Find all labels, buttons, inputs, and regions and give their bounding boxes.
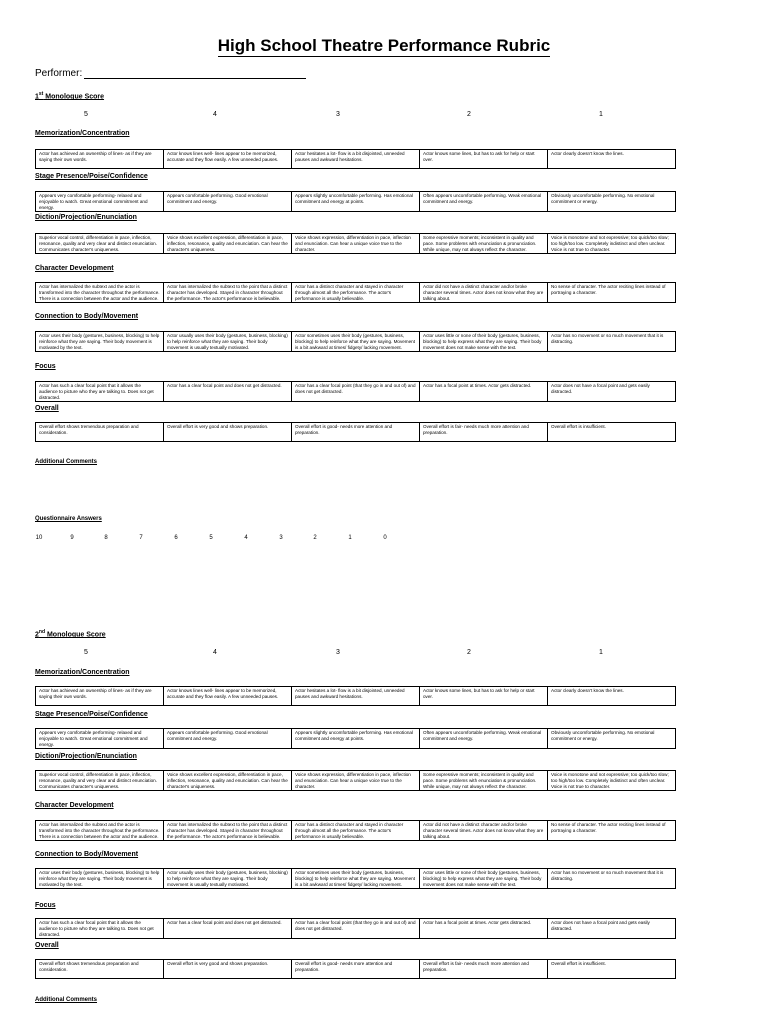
- additional-comments-heading: Additional Comments: [35, 997, 98, 1003]
- rubric-cell[interactable]: Actor has a clear focal point and does not get distracted.: [164, 919, 292, 939]
- rubric-cell[interactable]: Obviously uncomfortable performing. No emotional commitment or energy.: [548, 192, 676, 212]
- score-label: 2: [467, 111, 471, 118]
- rubric-cell[interactable]: Actor did not have a distinct character and/or broke character several times. Actor does not know what they are talking about.: [420, 283, 548, 303]
- criterion-row: [36, 283, 676, 303]
- rubric-cell[interactable]: Voice is monotone and not expressive; too quick/too slow; too high/too low. Completely indistinct and often unclear. Voice is not true to character.: [548, 771, 676, 791]
- criterion-row: [36, 869, 676, 889]
- criterion-row: [36, 234, 676, 254]
- criterion-heading: Stage Presence/Poise/Confidence: [35, 173, 148, 180]
- monologue-score-heading: [35, 91, 104, 100]
- rubric-cell[interactable]: Overall effort shows tremendous preparation and consideration.: [36, 423, 164, 442]
- criterion-heading: Overall: [35, 942, 59, 949]
- rubric-cell[interactable]: Actor clearly doesn't know the lines.: [548, 150, 676, 169]
- score-label: 3: [336, 111, 340, 118]
- score-label: 4: [213, 649, 217, 656]
- rubric-cell[interactable]: Actor knows lines well- lines appear to be memorized, accurate and they flow easily. A few unneeded pauses.: [164, 150, 292, 169]
- criterion-heading: Stage Presence/Poise/Confidence: [35, 711, 148, 718]
- rubric-cell[interactable]: Appears very comfortable performing- relaxed and enjoyable to watch. Great emotional commitment and energy.: [36, 192, 164, 212]
- criterion-heading: Diction/Projection/Enunciation: [35, 753, 137, 760]
- criterion-heading: Overall: [35, 405, 59, 412]
- rubric-cell[interactable]: Overall effort is very good and shows preparation.: [164, 960, 292, 979]
- criterion-table: [35, 728, 676, 749]
- rubric-cell[interactable]: Actor does not have a focal point and gets easily distracted.: [548, 382, 676, 402]
- rubric-cell[interactable]: Overall effort is insufficient.: [548, 960, 676, 979]
- criterion-table: [35, 233, 676, 254]
- criterion-table: [35, 149, 676, 169]
- rubric-cell[interactable]: Actor did not have a distinct character and/or broke character several times. Actor does not know what they are talking about.: [420, 821, 548, 841]
- monologue-ordinal-suffix: nd: [38, 629, 46, 635]
- rubric-cell[interactable]: Appears very comfortable performing- relaxed and enjoyable to watch. Great emotional commitment and energy.: [36, 729, 164, 749]
- rubric-cell[interactable]: Actor knows some lines, but has to ask for help or start over.: [420, 150, 548, 169]
- rubric-cell[interactable]: No sense of character. The actor reciting lines instead of portraying a character.: [548, 283, 676, 303]
- rubric-cell[interactable]: Voice is monotone and not expressive; too quick/too slow; too high/too low. Completely indistinct and often unclear. Voice is not true to character.: [548, 234, 676, 254]
- questionnaire-number[interactable]: 0: [383, 535, 387, 541]
- rubric-cell[interactable]: Actor sometimes uses their body (gestures, business, blocking) to help reinforce what they are saying. Movement is a bit awkward at times/ fidgety/ lacking movement.: [292, 332, 420, 352]
- rubric-cell[interactable]: Voice shows excellent expression, differentiation in pace, inflection, resonance, quality and enunciation. Can hear the character's uniqueness.: [164, 771, 292, 791]
- questionnaire-number[interactable]: 7: [139, 535, 143, 541]
- criterion-table: [35, 868, 676, 889]
- questionnaire-number[interactable]: 4: [244, 535, 248, 541]
- score-label: 1: [599, 111, 603, 118]
- rubric-cell[interactable]: Overall effort is good- needs more attention and preparation.: [292, 423, 420, 442]
- rubric-cell[interactable]: Overall effort is very good and shows preparation.: [164, 423, 292, 442]
- rubric-cell[interactable]: Actor has no movement or so much movement that it is distracting.: [548, 332, 676, 352]
- rubric-cell[interactable]: Actor uses little or none of their body (gestures, business, blocking) to help express what they are saying. Their body movement does not make sense with the text.: [420, 332, 548, 352]
- questionnaire-number[interactable]: 3: [279, 535, 283, 541]
- rubric-cell[interactable]: Actor has a focal point at times. Actor gets distracted.: [420, 919, 548, 939]
- questionnaire-scale: [0, 535, 768, 545]
- criterion-row: [36, 687, 676, 706]
- rubric-cell[interactable]: Often appears uncomfortable performing. Weak emotional commitment and energy.: [420, 729, 548, 749]
- criterion-row: [36, 382, 676, 402]
- monologue-score-heading: [35, 629, 106, 638]
- rubric-cell[interactable]: Often appears uncomfortable performing. Weak emotional commitment and energy.: [420, 192, 548, 212]
- rubric-cell[interactable]: Actor uses little or none of their body (gestures, business, blocking) to help express what they are saying. Their body movement does not make sense with the text.: [420, 869, 548, 889]
- criterion-heading: Focus: [35, 363, 56, 370]
- rubric-cell[interactable]: Superior vocal control, differentiation in pace, inflection, resonance, quality and very clear and distinct enunciation. Communicates character's uniqueness.: [36, 234, 164, 254]
- questionnaire-number[interactable]: 8: [104, 535, 108, 541]
- criterion-table: [35, 820, 676, 841]
- rubric-cell[interactable]: Actor hesitates a lot- flow is a bit disjointed, unneeded pauses and awkward hesitations.: [292, 150, 420, 169]
- criterion-table: [35, 686, 676, 706]
- criterion-row: [36, 821, 676, 841]
- criterion-row: [36, 771, 676, 791]
- page-title: High School Theatre Performance Rubric: [217, 36, 551, 55]
- score-label: 5: [84, 649, 88, 656]
- score-scale-row: [0, 649, 768, 659]
- rubric-cell[interactable]: Some expressive moments; inconsistent in quality and pace. Some problems with enunciation & pronunciation. While unique, may not always reflect the character.: [420, 771, 548, 791]
- criterion-row: [36, 150, 676, 169]
- score-label: 3: [336, 649, 340, 656]
- criterion-heading: Memorization/Concentration: [35, 130, 130, 137]
- rubric-cell[interactable]: Appears slightly uncomfortable performing. Has emotional commitment and energy at points.: [292, 729, 420, 749]
- rubric-cell[interactable]: Appears comfortable performing. Good emotional commitment and energy.: [164, 729, 292, 749]
- rubric-cell[interactable]: Overall effort is fair- needs much more attention and preparation.: [420, 423, 548, 442]
- rubric-cell[interactable]: Actor has a clear focal point (that they go in and out of) and does not get distracted.: [292, 919, 420, 939]
- monologue-ordinal: 2: [35, 631, 39, 639]
- rubric-cell[interactable]: Actor uses their body (gestures, business, blocking) to help reinforce what they are saying. Their body movement is motivated by the text.: [36, 332, 164, 352]
- performer-label: Performer:: [35, 68, 83, 79]
- criterion-heading: Connection to Body/Movement: [35, 851, 139, 858]
- questionnaire-heading: Questionnaire Answers: [35, 516, 102, 522]
- monologue-label: Monologue Score: [45, 631, 106, 639]
- rubric-cell[interactable]: Actor clearly doesn't know the lines.: [548, 687, 676, 706]
- rubric-cell[interactable]: Actor does not have a focal point and gets easily distracted.: [548, 919, 676, 939]
- rubric-cell[interactable]: Actor has such a clear focal point that it allows the audience to picture who they are talking to. Does not get distracted.: [36, 919, 164, 939]
- criterion-row: [36, 919, 676, 939]
- rubric-cell[interactable]: Actor has such a clear focal point that it allows the audience to picture who they are talking to. Does not get distracted.: [36, 382, 164, 402]
- performer-blank-line[interactable]: [84, 70, 306, 79]
- rubric-cell[interactable]: Actor has a distinct character and stayed in character through almost all the performance. The actor's performance is usually believable.: [292, 821, 420, 841]
- criterion-table: [35, 331, 676, 352]
- rubric-cell[interactable]: Actor uses their body (gestures, business, blocking) to help reinforce what they are saying. Their body movement is motivated by the text.: [36, 869, 164, 889]
- rubric-cell[interactable]: Actor has achieved an ownership of lines- as if they are saying their own words.: [36, 150, 164, 169]
- rubric-cell[interactable]: Voice shows expression, differentiation in pace, inflection and enunciation. Can hear a unique voice true to the character.: [292, 771, 420, 791]
- criterion-row: [36, 192, 676, 212]
- score-label: 5: [84, 111, 88, 118]
- rubric-cell[interactable]: Superior vocal control, differentiation in pace, inflection, resonance, quality and very clear and distinct enunciation. Communicates character's uniqueness.: [36, 771, 164, 791]
- rubric-cell[interactable]: Overall effort is insufficient.: [548, 423, 676, 442]
- rubric-cell[interactable]: Actor knows some lines, but has to ask for help or start over.: [420, 687, 548, 706]
- rubric-cell[interactable]: Overall effort is fair- needs much more attention and preparation.: [420, 960, 548, 979]
- questionnaire-number[interactable]: 9: [70, 535, 74, 541]
- rubric-cell[interactable]: Voice shows expression, differentiation in pace, inflection and enunciation. Can hear a unique voice true to the character.: [292, 234, 420, 254]
- questionnaire-number[interactable]: 1: [348, 535, 352, 541]
- rubric-cell[interactable]: Appears comfortable performing. Good emotional commitment and energy.: [164, 192, 292, 212]
- additional-comments-heading: Additional Comments: [35, 459, 98, 465]
- criterion-row: [36, 960, 676, 979]
- criterion-table: [35, 422, 676, 442]
- rubric-cell[interactable]: Some expressive moments; inconsistent in quality and pace. Some problems with enunciation & pronunciation. While unique, may not always reflect the character.: [420, 234, 548, 254]
- questionnaire-number[interactable]: 10: [35, 535, 43, 541]
- rubric-cell[interactable]: Actor has a distinct character and stayed in character through almost all the performance. The actor's performance is usually believable.: [292, 283, 420, 303]
- criterion-heading: Character Development: [35, 802, 114, 809]
- score-scale-row: [0, 111, 768, 121]
- rubric-cell[interactable]: Actor has a clear focal point (that they go in and out of) and does not get distracted.: [292, 382, 420, 402]
- rubric-cell[interactable]: Overall effort is good- needs more attention and preparation.: [292, 960, 420, 979]
- score-label: 4: [213, 111, 217, 118]
- criterion-row: [36, 332, 676, 352]
- criterion-heading: Diction/Projection/Enunciation: [35, 214, 137, 221]
- questionnaire-number[interactable]: 2: [313, 535, 317, 541]
- rubric-cell[interactable]: No sense of character. The actor reciting lines instead of portraying a character.: [548, 821, 676, 841]
- criterion-table: [35, 282, 676, 303]
- rubric-cell[interactable]: Overall effort shows tremendous preparation and consideration.: [36, 960, 164, 979]
- criterion-table: [35, 918, 676, 939]
- criterion-table: [35, 770, 676, 791]
- monologue-ordinal-suffix: st: [38, 91, 44, 97]
- monologue-label: Monologue Score: [43, 93, 105, 101]
- score-label: 1: [599, 649, 603, 656]
- rubric-cell[interactable]: Actor usually uses their body (gestures, business, blocking) to help reinforce what they are saying. Their body movement is usually textually motivated.: [164, 869, 292, 889]
- rubric-cell[interactable]: Appears slightly uncomfortable performing. Has emotional commitment and energy at points.: [292, 192, 420, 212]
- rubric-cell[interactable]: Actor has internalized the subtext to the point that a distinct character has developed. Stayed in character throughout the performance. The actor's performance is believable.: [164, 821, 292, 841]
- rubric-cell[interactable]: Actor has a focal point at times. Actor gets distracted.: [420, 382, 548, 402]
- criterion-row: [36, 729, 676, 749]
- rubric-cell[interactable]: Actor knows lines well- lines appear to be memorized, accurate and they flow easily. A few unneeded pauses.: [164, 687, 292, 706]
- criterion-heading: Character Development: [35, 265, 114, 272]
- score-label: 2: [467, 649, 471, 656]
- criterion-heading: Memorization/Concentration: [35, 669, 130, 676]
- monologue-ordinal: 1: [35, 93, 39, 101]
- criterion-table: [35, 191, 676, 212]
- criterion-table: [35, 959, 676, 979]
- questionnaire-number[interactable]: 6: [174, 535, 178, 541]
- criterion-heading: Focus: [35, 902, 56, 909]
- rubric-cell[interactable]: Obviously uncomfortable performing. No emotional commitment or energy.: [548, 729, 676, 749]
- rubric-cell[interactable]: Actor has no movement or so much movement that it is distracting.: [548, 869, 676, 889]
- criterion-table: [35, 381, 676, 402]
- rubric-cell[interactable]: Actor has a clear focal point and does not get distracted.: [164, 382, 292, 402]
- rubric-cell[interactable]: Voice shows excellent expression, differentiation in pace, inflection, resonance, quality and enunciation. Can hear the character's uniqueness.: [164, 234, 292, 254]
- criterion-row: [36, 423, 676, 442]
- rubric-cell[interactable]: Actor usually uses their body (gestures, business, blocking) to help reinforce what they are saying. Their body movement is usually textually motivated.: [164, 332, 292, 352]
- rubric-cell[interactable]: Actor has internalized the subtext to the point that a distinct character has developed. Stayed in character throughout the performance. The actor's performance is believable.: [164, 283, 292, 303]
- rubric-cell[interactable]: Actor hesitates a lot- flow is a bit disjointed, unneeded pauses and awkward hesitations.: [292, 687, 420, 706]
- rubric-cell[interactable]: Actor has internalized the subtext and the actor is transformed into the character throughout the performance. There is a connection between the actor and the audience.: [36, 821, 164, 841]
- rubric-cell[interactable]: Actor sometimes uses their body (gestures, business, blocking) to help reinforce what they are saying. Movement is a bit awkward at times/ fidgety/ lacking movement.: [292, 869, 420, 889]
- criterion-heading: Connection to Body/Movement: [35, 313, 139, 320]
- rubric-cell[interactable]: Actor has internalized the subtext and the actor is transformed into the character throughout the performance. There is a connection between the actor and the audience.: [36, 283, 164, 303]
- questionnaire-number[interactable]: 5: [209, 535, 213, 541]
- rubric-cell[interactable]: Actor has achieved an ownership of lines- as if they are saying their own words.: [36, 687, 164, 706]
- performer-field[interactable]: [35, 68, 306, 79]
